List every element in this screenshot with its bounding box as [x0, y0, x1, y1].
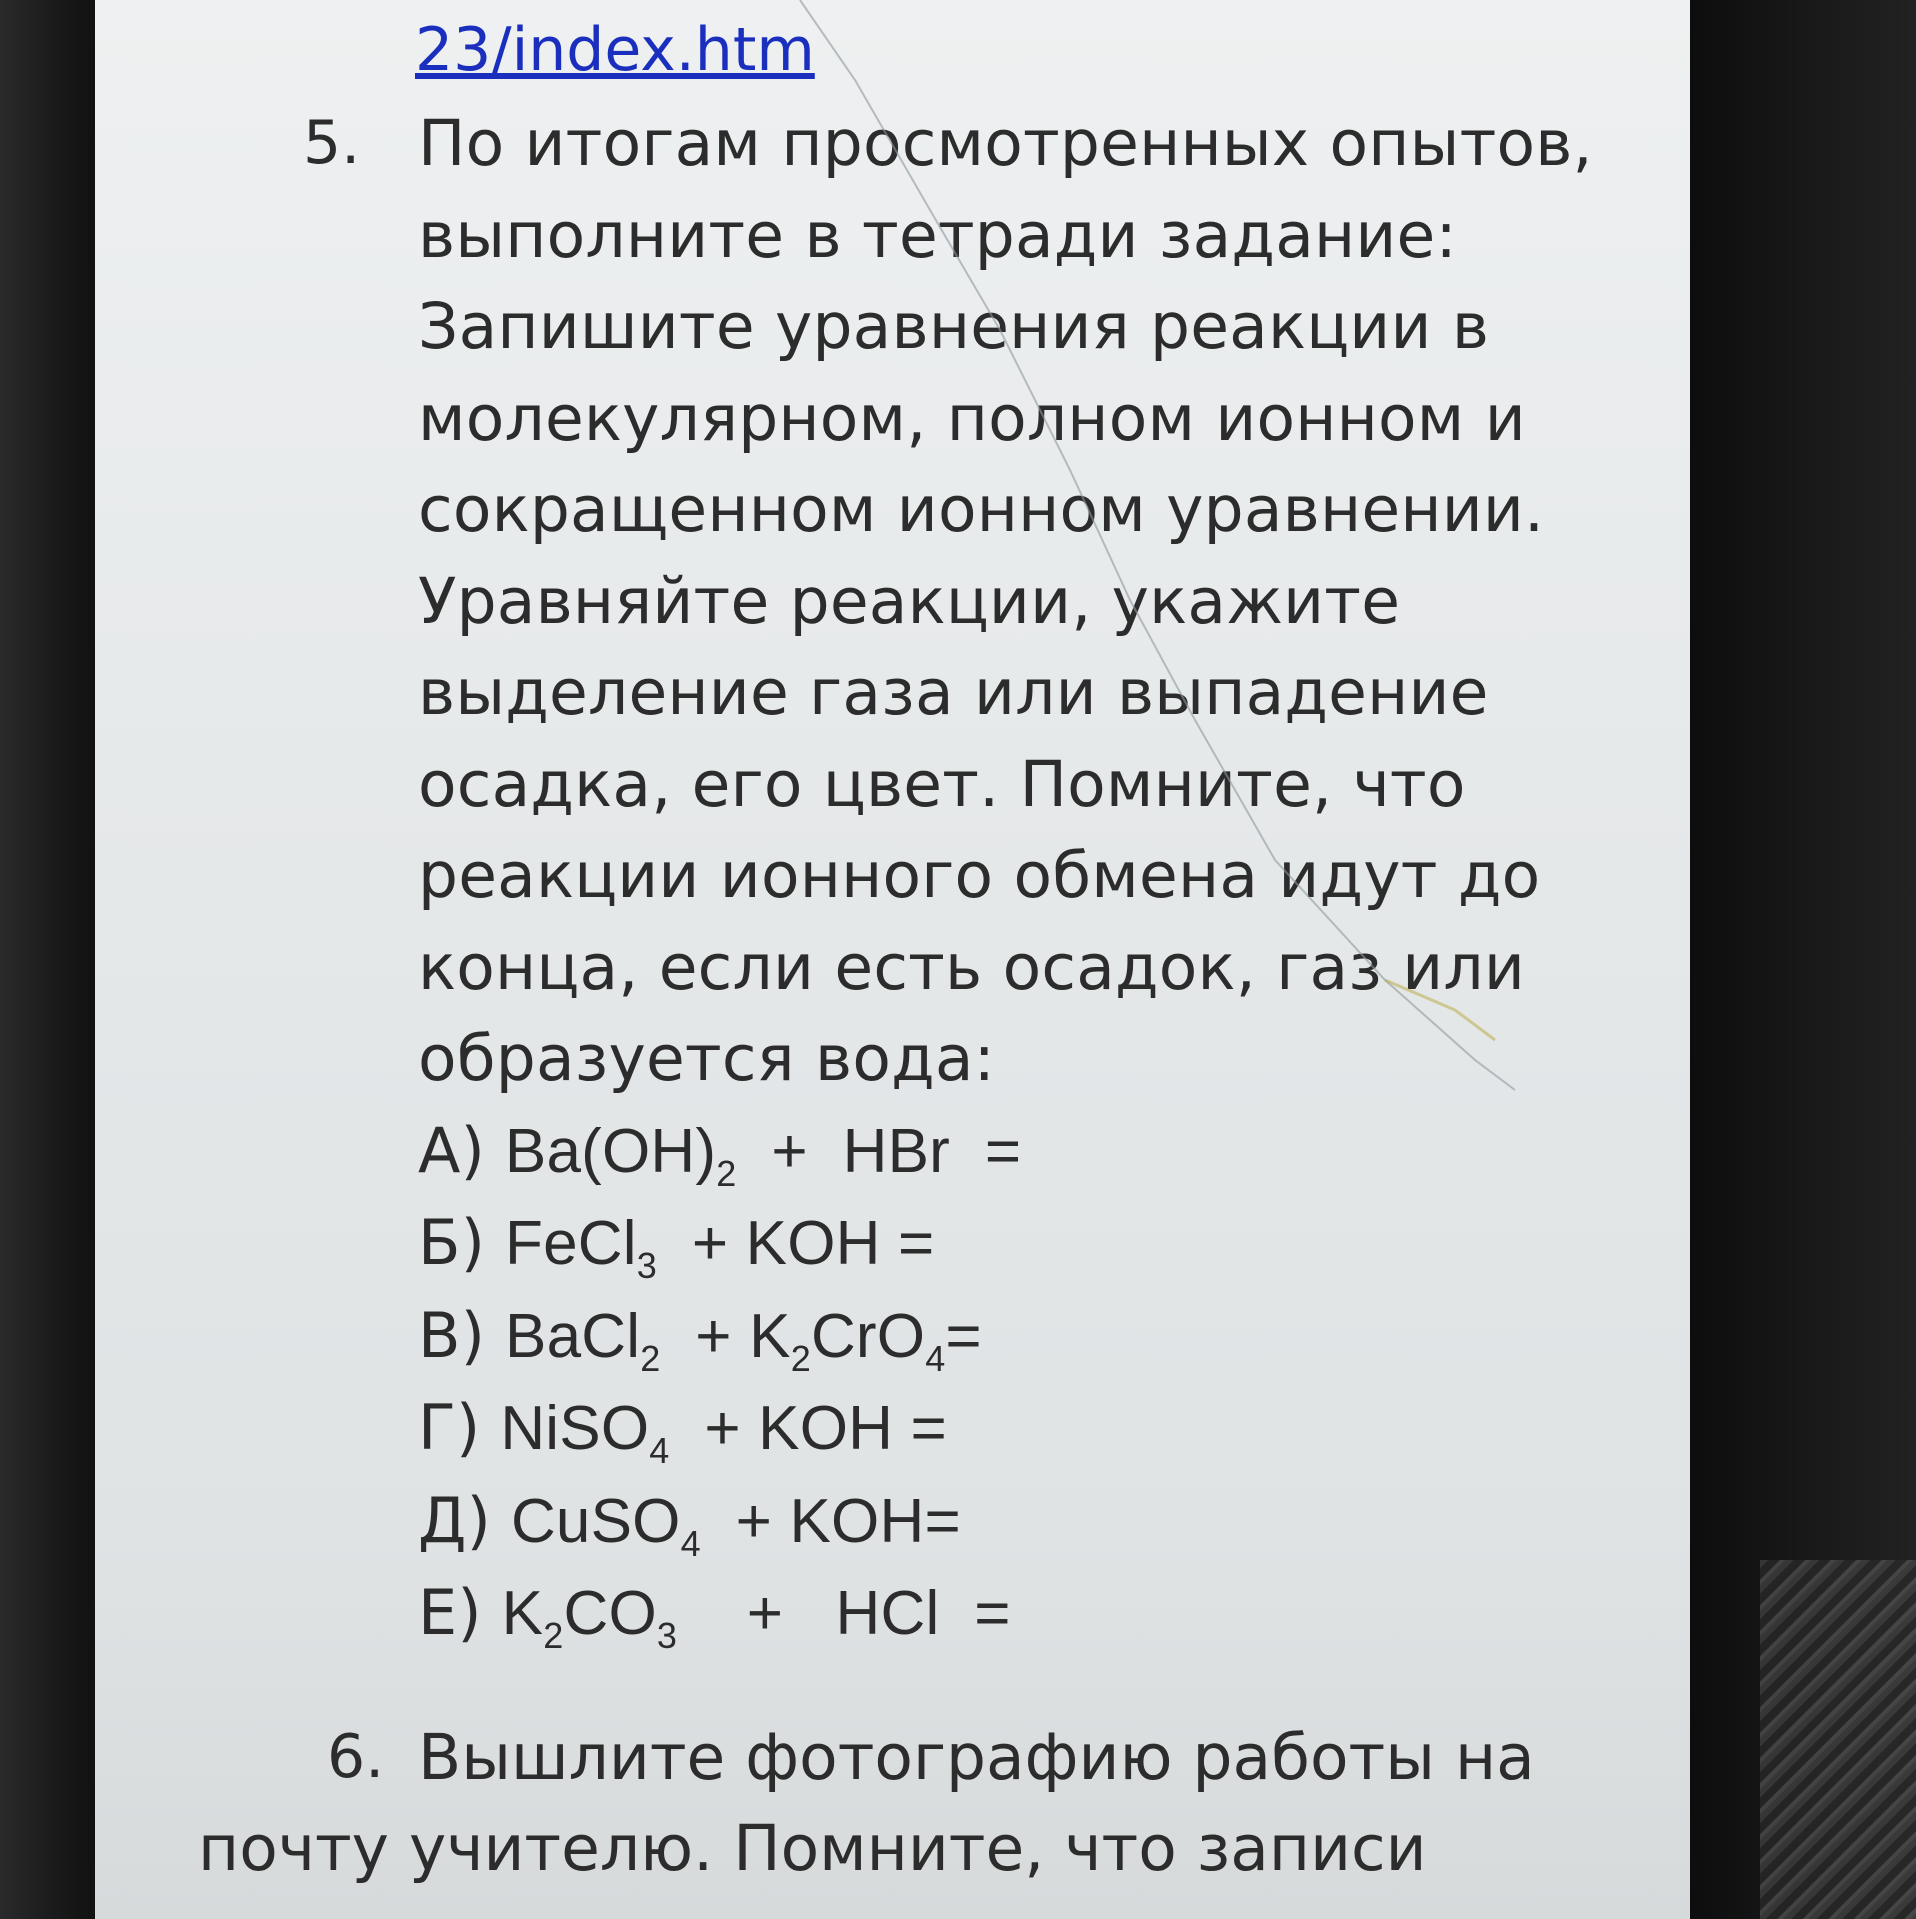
equation-label: Б) [418, 1206, 506, 1279]
item-5-line: молекулярном, полном ионном и [418, 381, 1526, 455]
phone-screen [95, 0, 1690, 1919]
equation-text: BaCl [505, 1301, 641, 1371]
item-5-line: осадка, его цвет. Помните, что [418, 747, 1466, 821]
equation-subscript: 4 [925, 1337, 946, 1379]
equation-row [418, 1567, 1598, 1660]
equation-text: = [945, 1301, 982, 1371]
equation-text: NiSO [500, 1394, 650, 1463]
equation-row [418, 1290, 1598, 1383]
item-5-equations [418, 1105, 1598, 1660]
equation-subscript: 4 [680, 1522, 701, 1564]
equation-label: Д) [418, 1483, 511, 1557]
equation-subscript: 2 [716, 1152, 737, 1194]
equation-label: Е) [418, 1576, 502, 1649]
item-5-line: реакции ионного обмена идут до [418, 839, 1541, 912]
item-6-line-1: Вышлите фотографию работы на [418, 1721, 1535, 1794]
phone-bezel-left [0, 0, 95, 1919]
equation-subscript: 3 [656, 1615, 678, 1656]
equation-text: + KOH = [669, 1394, 947, 1463]
equation-subscript: 2 [790, 1337, 811, 1379]
item-6-number: 6. [327, 1722, 385, 1792]
equation-label: Г) [418, 1391, 501, 1464]
equation-subscript: 2 [640, 1337, 661, 1379]
equation-text: Ba(OH) [504, 1116, 717, 1186]
equation-text: + KOH = [656, 1209, 935, 1278]
equation-row [418, 1105, 1598, 1198]
item-5-line: Запишите уравнения реакции в [418, 290, 1490, 363]
item-5-instructions [418, 98, 1598, 1105]
equation-text: FeCl [505, 1209, 637, 1278]
equation-text: + K [660, 1301, 791, 1371]
equation-row [418, 1382, 1598, 1475]
equation-label: А) [418, 1113, 505, 1187]
equation-subscript: 4 [649, 1430, 670, 1471]
equation-label: В) [418, 1298, 506, 1372]
item-5-line: образуется вода: [418, 1022, 996, 1095]
item-5-line: Уравняйте реакции, укажите [418, 564, 1401, 638]
background-fabric [1760, 1560, 1916, 1919]
item-5-text [418, 98, 1598, 1660]
equation-text: CrO [810, 1301, 926, 1371]
item-5-line: По итогам просмотренных опытов, [418, 107, 1593, 180]
equation-text: K [501, 1579, 544, 1648]
equation-row [418, 1475, 1598, 1568]
equation-subscript: 2 [543, 1615, 564, 1656]
equation-text: CO [563, 1579, 657, 1648]
item-5-number: 5. [303, 108, 361, 178]
index-link[interactable]: 23/index.htm [415, 15, 815, 85]
item-5-line: выделение газа или выпадение [418, 656, 1489, 729]
item-6-line-2: почту учителю. Помните, что записи [198, 1812, 1427, 1885]
equation-text: + HBr = [736, 1116, 1022, 1186]
equation-text: + HCl = [677, 1579, 1011, 1648]
equation-text: CuSO [510, 1486, 681, 1556]
item-5-line: выполните в тетради задание: [418, 198, 1457, 272]
item-5-line: сокращенном ионном уравнении. [418, 473, 1545, 546]
item-5-line: конца, если есть осадок, газ или [418, 930, 1525, 1004]
equation-row [418, 1197, 1598, 1290]
equation-text: + KOH= [700, 1486, 961, 1556]
equation-subscript: 3 [636, 1245, 657, 1286]
